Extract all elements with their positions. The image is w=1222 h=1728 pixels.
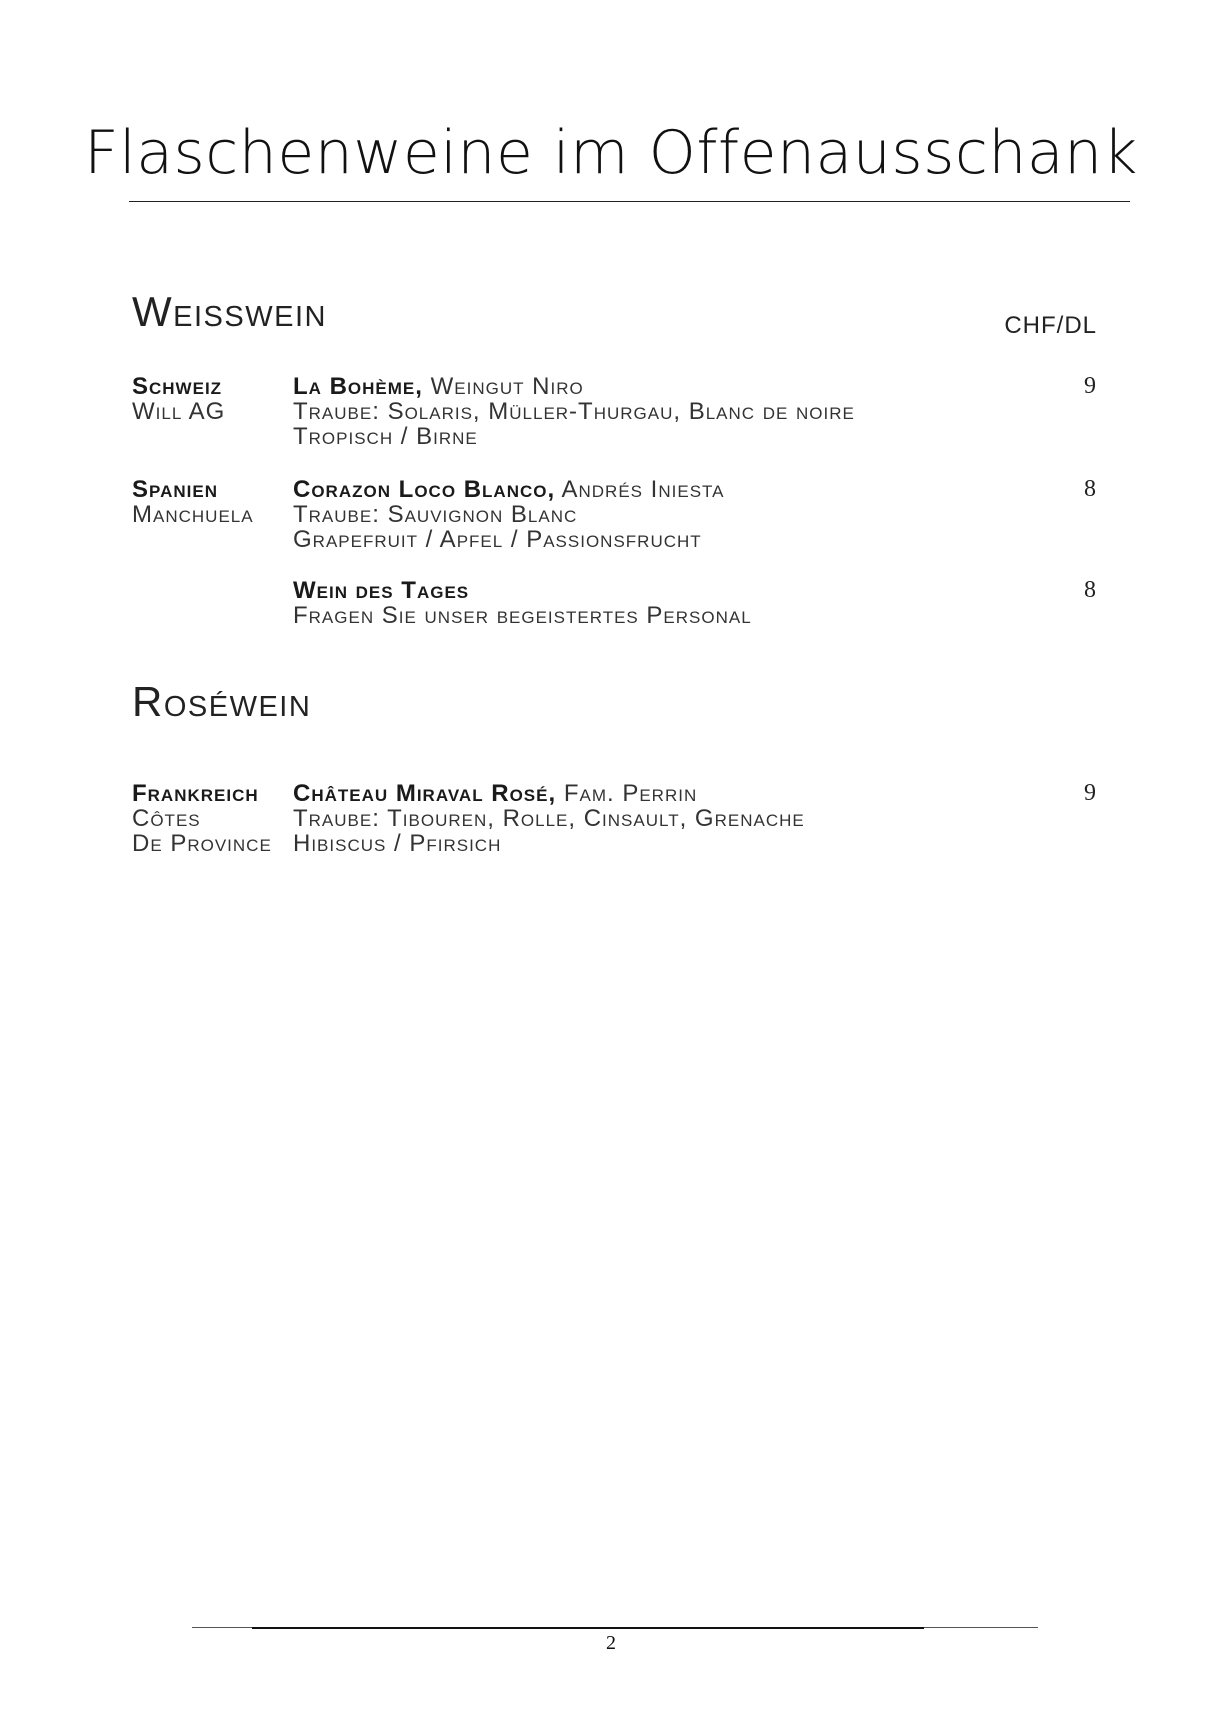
page-title: Flaschenweine im Offenausschank bbox=[84, 118, 1138, 188]
wine-producer: Andrés Iniesta bbox=[561, 476, 725, 503]
wine-country: Spanien bbox=[132, 476, 218, 503]
wine-details bbox=[293, 374, 1013, 449]
wine-tasting-notes: Grapefruit / Apfel / Passionsfrucht bbox=[293, 526, 702, 553]
wine-region: Côtes bbox=[132, 805, 201, 832]
title-divider bbox=[129, 201, 1130, 202]
price-unit-label: CHF/DL bbox=[1004, 312, 1097, 339]
section-heading-rosewein: Roséwein bbox=[132, 678, 312, 725]
wine-price: 8 bbox=[1084, 577, 1097, 603]
wine-grapes: Traube: Solaris, Müller-Thurgau, Blanc de noire bbox=[293, 398, 855, 425]
wine-description: Fragen Sie unser begeistertes Personal bbox=[293, 602, 752, 629]
wine-name: La Bohème, bbox=[293, 373, 423, 400]
wine-name: Château Miraval Rosé, bbox=[293, 780, 557, 807]
wine-details bbox=[293, 578, 1013, 628]
footer-divider-accent bbox=[252, 1627, 924, 1629]
section-heading-weisswein: Weisswein bbox=[132, 288, 327, 335]
wine-details bbox=[293, 781, 1013, 856]
wine-country: Frankreich bbox=[132, 780, 259, 807]
wine-country: Schweiz bbox=[132, 373, 223, 400]
wine-producer: Weingut Niro bbox=[430, 373, 584, 400]
wine-name: Wein des Tages bbox=[293, 577, 470, 604]
wine-details bbox=[293, 477, 1013, 552]
wine-region: De Province bbox=[132, 830, 272, 857]
wine-origin bbox=[132, 374, 292, 424]
wine-origin bbox=[132, 477, 292, 527]
wine-grapes: Traube: Sauvignon Blanc bbox=[293, 501, 578, 528]
wine-price: 8 bbox=[1084, 476, 1097, 502]
wine-price: 9 bbox=[1084, 373, 1097, 399]
wine-grapes: Traube: Tibouren, Rolle, Cinsault, Grenache bbox=[293, 805, 805, 832]
wine-region: Will AG bbox=[132, 398, 226, 425]
page-number: 2 bbox=[606, 1632, 616, 1654]
wine-producer: Fam. Perrin bbox=[563, 780, 698, 807]
wine-price: 9 bbox=[1084, 780, 1097, 806]
wine-origin bbox=[132, 781, 292, 856]
wine-tasting-notes: Tropisch / Birne bbox=[293, 423, 478, 450]
wine-name: Corazon Loco Blanco, bbox=[293, 476, 556, 503]
wine-tasting-notes: Hibiscus / Pfirsich bbox=[293, 830, 502, 857]
wine-region: Manchuela bbox=[132, 501, 254, 528]
